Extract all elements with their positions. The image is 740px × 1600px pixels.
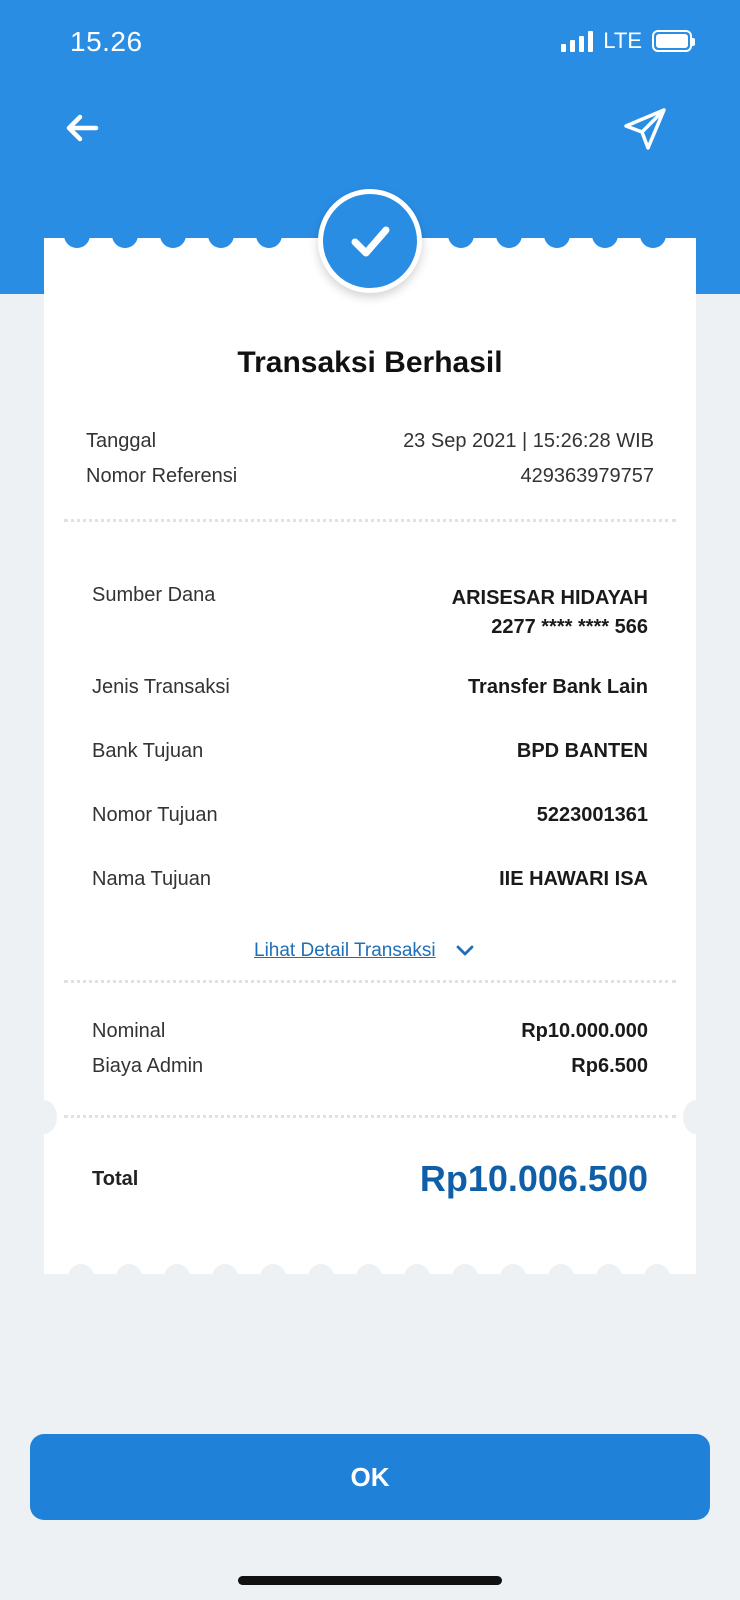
status-indicators [561, 28, 692, 54]
admin-fee-value: Rp6.500 [571, 1055, 648, 1077]
total-label: Total [92, 1168, 139, 1190]
source-account-name: ARISESAR HIDAYAH [451, 587, 648, 609]
total-value: Rp10.006.500 [419, 1158, 648, 1199]
nominal-row [92, 1020, 648, 1043]
back-button[interactable] [62, 108, 102, 148]
destination-number-row [92, 804, 648, 827]
battery-icon [652, 30, 692, 52]
source-label: Sumber Dana [92, 584, 216, 606]
admin-fee-label: Biaya Admin [92, 1055, 204, 1077]
signal-icon [561, 30, 593, 52]
source-account-number: 2277 **** **** 566 [491, 616, 648, 638]
reference-value: 429363979757 [520, 465, 654, 487]
home-indicator [238, 1576, 502, 1585]
nominal-value: Rp10.000.000 [521, 1020, 648, 1042]
reference-label: Nomor Referensi [86, 465, 238, 487]
destination-name-label: Nama Tujuan [92, 868, 211, 890]
destination-name-row [92, 868, 648, 891]
source-row [92, 584, 648, 642]
transaction-type-label: Jenis Transaksi [92, 676, 230, 698]
divider [64, 980, 676, 983]
source-value [452, 584, 648, 642]
divider [64, 1115, 676, 1118]
nominal-label: Nominal [92, 1020, 166, 1042]
transaction-type-row [92, 676, 648, 699]
share-button[interactable] [622, 106, 668, 152]
destination-bank-value: BPD BANTEN [516, 740, 648, 762]
view-transaction-detail-label: Lihat Detail Transaksi [254, 940, 436, 961]
status-time: 15.26 [70, 26, 143, 57]
network-type: LTE [603, 28, 642, 53]
receipt-scallop-bottom [44, 1262, 696, 1284]
divider [64, 519, 676, 522]
ok-button[interactable]: OK [30, 1434, 710, 1520]
admin-fee-row [92, 1055, 648, 1078]
send-icon [622, 106, 668, 152]
destination-number-value: 5223001361 [536, 804, 648, 826]
receipt-title: Transaksi Berhasil [237, 346, 503, 379]
receipt-notch-left [31, 1100, 57, 1134]
destination-number-label: Nomor Tujuan [92, 804, 218, 826]
success-check-icon [318, 189, 422, 293]
destination-name-value: IIE HAWARI ISA [499, 868, 648, 890]
date-row [86, 430, 654, 453]
date-label: Tanggal [86, 430, 157, 452]
view-transaction-detail-link[interactable] [254, 940, 474, 962]
reference-row [86, 465, 654, 488]
arrow-left-icon [62, 108, 102, 148]
date-value: 23 Sep 2021 | 15:26:28 WIB [403, 430, 654, 452]
destination-bank-label: Bank Tujuan [92, 740, 204, 762]
transaction-type-value: Transfer Bank Lain [467, 676, 648, 698]
destination-bank-row [92, 740, 648, 763]
chevron-down-icon [456, 945, 474, 957]
receipt-notch-right [683, 1100, 709, 1134]
